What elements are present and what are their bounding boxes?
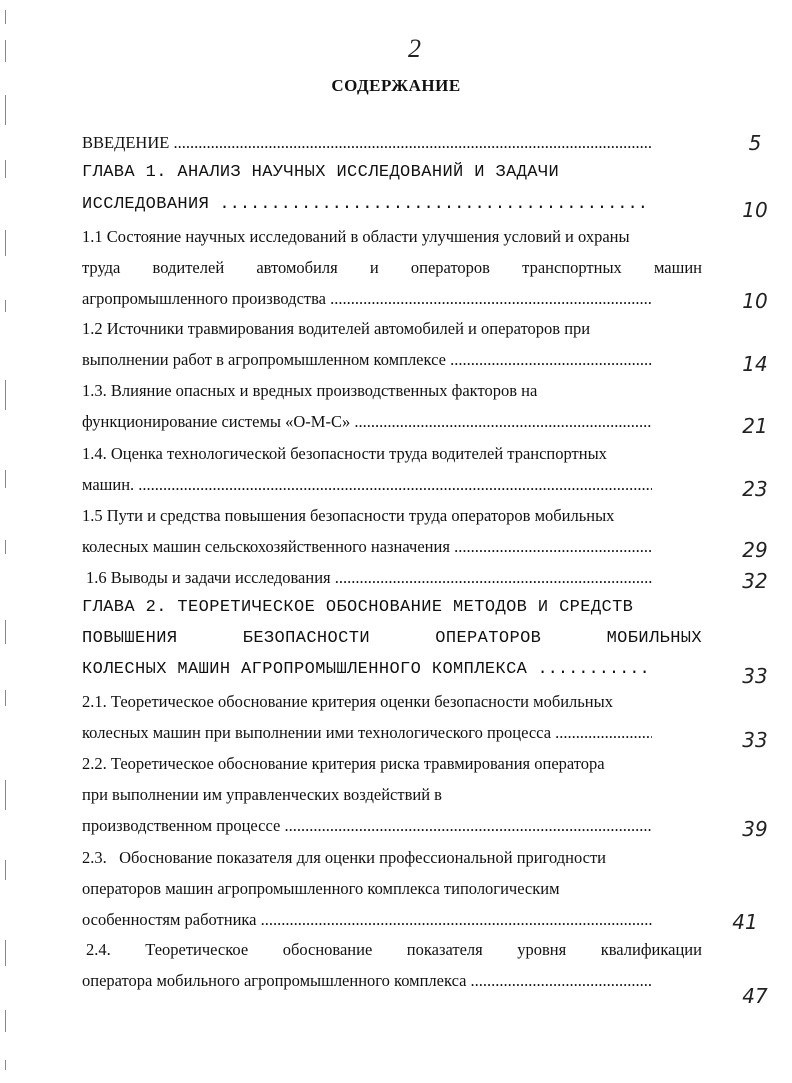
word: квалификации <box>600 940 702 959</box>
page-ref-2-4: 47 <box>742 984 768 1008</box>
word: уровня <box>517 940 567 959</box>
toc-entry-2-2-line-3: производственном процессе ..... <box>82 815 652 837</box>
word: БЕЗОПАСНОСТИ <box>242 629 370 648</box>
word: и <box>369 258 379 277</box>
page-ref-1-1: 10 <box>742 289 768 313</box>
toc-entry-1-5-line-2: колесных машин сельскохозяйственного назначения ..... <box>82 536 652 558</box>
toc-chapter-2-line-3: КОЛЕСНЫХ МАШИН АГРОПРОМЫШЛЕННОГО КОМПЛЕКСА ..... <box>82 659 652 681</box>
toc-chapter-2-line-1: ГЛАВА 2. ТЕОРЕТИЧЕСКОЕ ОБОСНОВАНИЕ МЕТОДОВ И СРЕДСТВ <box>82 598 634 617</box>
word: водителей <box>152 258 225 277</box>
toc-entry-2-3-line-1: 2.3. Обоснование показателя для оценки профессиональной пригодности <box>82 848 606 867</box>
page-number: 2 <box>408 34 421 63</box>
word: МОБИЛЬНЫХ <box>606 629 702 648</box>
page-ref-1-6: 32 <box>742 569 768 593</box>
toc-entry-2-4-line-1 <box>86 939 702 961</box>
toc-entry-1-1-line-3: агропромышленного производства ..... <box>82 288 652 310</box>
page-ref-1-3: 21 <box>742 414 768 438</box>
toc-entry-intro: ВВЕДЕНИЕ ..... <box>82 132 652 154</box>
word: Теоретическое <box>145 940 249 959</box>
toc-entry-1-2-line-1: 1.2 Источники травмирования водителей автомобилей и операторов при <box>82 319 591 338</box>
toc-entry-1-4-line-1: 1.4. Оценка технологической безопасности труда водителей транспортных <box>82 444 607 463</box>
toc-entry-2-1-line-2: колесных машин при выполнении ими технологического процесса ..... <box>82 722 652 744</box>
word: машин <box>653 258 702 277</box>
toc-entry-1-6: 1.6 Выводы и задачи исследования ..... <box>86 567 652 589</box>
page-ref-chapter-2: 33 <box>742 664 768 688</box>
word: труда <box>82 258 121 277</box>
toc-entry-1-1-line-2 <box>82 257 702 279</box>
toc-entry-2-2-line-2: при выполнении им управленческих воздействий в <box>82 785 442 804</box>
page-ref-1-5: 29 <box>742 538 768 562</box>
toc-chapter-1-line-2: ИССЛЕДОВАНИЯ ..... <box>82 194 652 216</box>
page-ref-1-2: 14 <box>742 352 768 376</box>
scan-edge-marks <box>0 0 14 1083</box>
toc-entry-1-3-line-2: функционирование системы «О-М-С» ..... <box>82 411 652 433</box>
toc-entry-2-4-line-2: оператора мобильного агропромышленного комплекса ..... <box>82 970 652 992</box>
page-ref-1-4: 23 <box>742 477 768 501</box>
word: транспортных <box>522 258 622 277</box>
toc-entry-2-3-line-3: особенностям работника ..... <box>82 909 652 931</box>
word: операторов <box>410 258 490 277</box>
page-title: СОДЕРЖАНИЕ <box>331 76 461 95</box>
word: обоснование <box>282 940 373 959</box>
word: ПОВЫШЕНИЯ <box>82 629 178 648</box>
word: ОПЕРАТОРОВ <box>435 629 542 648</box>
page-ref-chapter-1: 10 <box>742 198 768 222</box>
toc-entry-1-5-line-1: 1.5 Пути и средства повышения безопасности труда операторов мобильных <box>82 506 615 525</box>
toc-entry-1-3-line-1: 1.3. Влияние опасных и вредных производственных факторов на <box>82 381 538 400</box>
toc-chapter-1-line-1: ГЛАВА 1. АНАЛИЗ НАУЧНЫХ ИССЛЕДОВАНИЙ И ЗАДАЧИ <box>82 163 560 182</box>
toc-entry-1-4-line-2: машин. ..... <box>82 474 652 496</box>
toc-chapter-2-line-2 <box>82 628 702 650</box>
page-ref-2-1: 33 <box>742 728 768 752</box>
toc-entry-2-3-line-2: операторов машин агропромышленного комплекса типологическим <box>82 879 560 898</box>
toc-entry-1-1-line-1: 1.1 Состояние научных исследований в области улучшения условий и охраны <box>82 227 630 246</box>
word: показателя <box>406 940 483 959</box>
page-ref-intro: 5 <box>748 131 762 155</box>
toc-entry-2-2-line-1: 2.2. Теоретическое обоснование критерия риска травмирования оператора <box>82 754 605 773</box>
word: автомобиля <box>256 258 338 277</box>
toc-entry-2-1-line-1: 2.1. Теоретическое обоснование критерия оценки безопасности мобильных <box>82 692 613 711</box>
word: 2.4. <box>86 940 111 959</box>
page-ref-2-3: 41 <box>732 910 758 934</box>
page-ref-2-2: 39 <box>742 817 768 841</box>
toc-entry-1-2-line-2: выполнении работ в агропромышленном комплексе ..... <box>82 349 652 371</box>
